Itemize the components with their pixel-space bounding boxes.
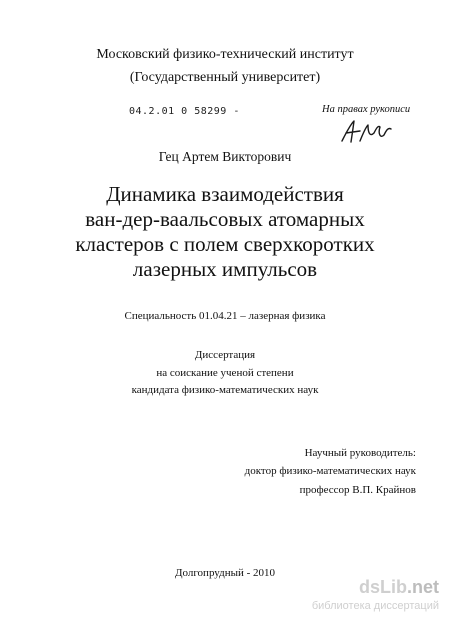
registration-number: 04.2.01 0 58299 - bbox=[129, 106, 240, 117]
institute-subtitle: (Государственный университет) bbox=[129, 70, 321, 85]
institute-name: Московский физико-технический институт bbox=[96, 47, 354, 62]
degree-name: кандидата физико-математических наук bbox=[131, 384, 319, 396]
title-line: лазерных импульсов bbox=[132, 257, 318, 281]
watermark-logo-tld: .net bbox=[406, 577, 439, 597]
advisor-degree: доктор физико-математических наук bbox=[244, 465, 416, 477]
dissertation-type: Диссертация bbox=[194, 349, 256, 361]
title-line: ван-дер-ваальсовых атомарных bbox=[85, 207, 365, 231]
author-name: Гец Артем Викторович bbox=[158, 149, 292, 164]
city-year: Долгопрудный - 2010 bbox=[174, 567, 276, 579]
specialty: Специальность 01.04.21 – лазерная физика bbox=[124, 310, 326, 322]
watermark-logo-main: dsLib bbox=[358, 577, 407, 597]
watermark-caption: библиотека диссертаций bbox=[311, 600, 439, 612]
watermark-logo bbox=[359, 577, 439, 598]
handwritten-signature bbox=[336, 115, 396, 147]
title-line: кластеров с полем сверхкоротких bbox=[75, 232, 375, 256]
degree-purpose: на соискание ученой степени bbox=[156, 367, 294, 379]
advisor-name: профессор В.П. Крайнов bbox=[299, 484, 416, 496]
title-line: Динамика взаимодействия bbox=[106, 182, 344, 206]
advisor-label: Научный руководитель: bbox=[304, 447, 416, 459]
rights-note: На правах рукописи bbox=[322, 104, 411, 115]
